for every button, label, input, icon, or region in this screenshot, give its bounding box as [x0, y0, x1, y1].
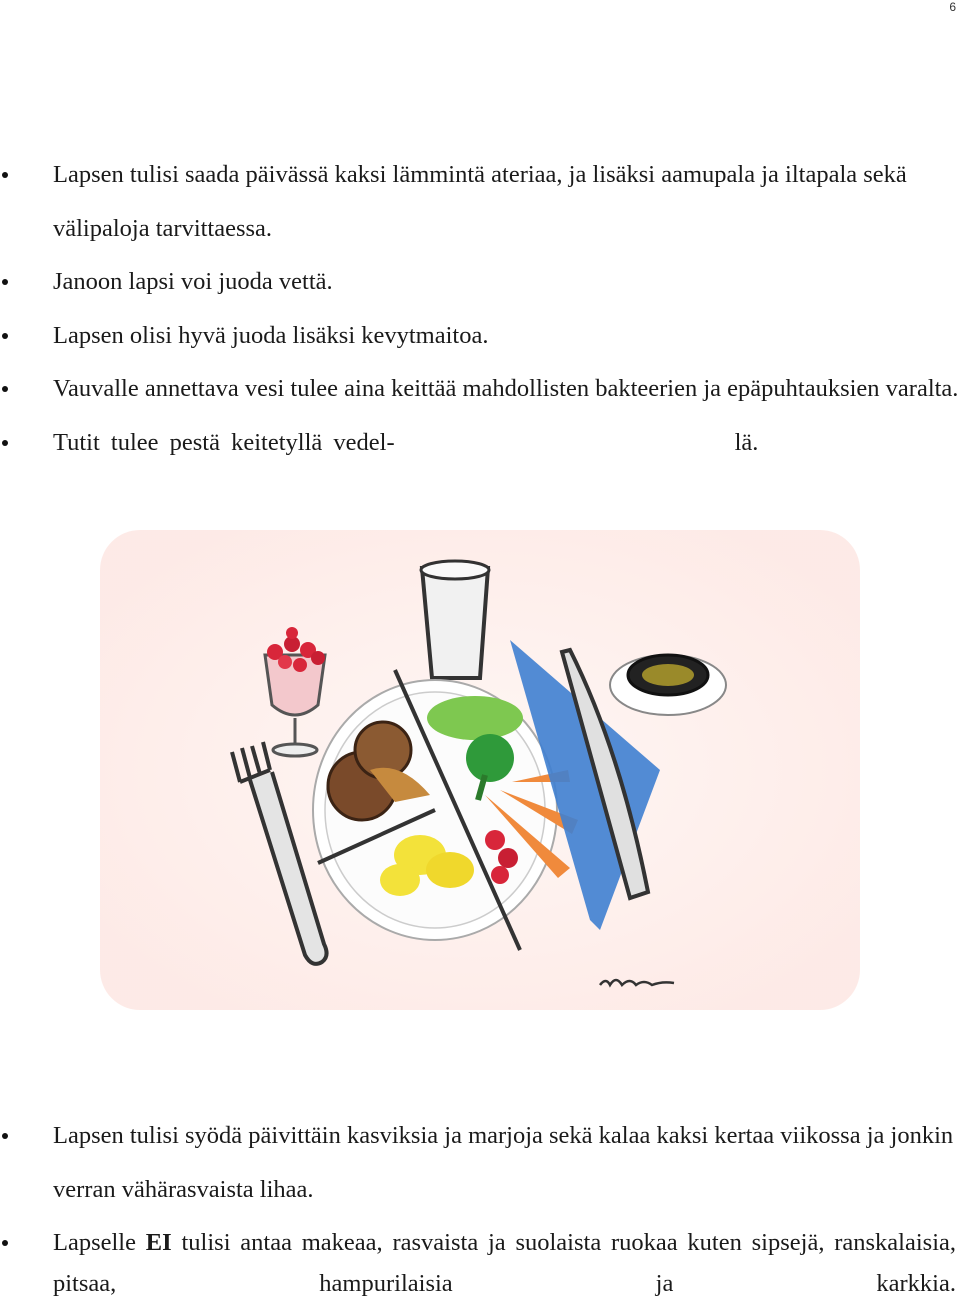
tutit-text-end: lä. — [734, 428, 759, 456]
healthy-plate-illustration — [100, 520, 860, 1020]
side-plate-pie-icon — [610, 655, 726, 715]
avoid-emphasis: EI — [145, 1229, 172, 1256]
list-item: Vauvalle annettava vesi tulee aina keittää mahdollisten bakteerien ja epäpuhtauksien varalta. — [0, 362, 960, 416]
nutrition-tips-list — [0, 148, 960, 469]
list-item: Lapsen olisi hyvä juoda lisäksi kevytmaitoa. — [0, 309, 960, 363]
nutrition-advice-list — [0, 1109, 960, 1304]
list-item: Janoon lapsi voi juoda vettä. — [0, 255, 960, 309]
avoid-text-rest: tulisi antaa makeaa, rasvaista ja suolaista ruokaa kuten sipsejä, ranskalaisia, pitsaa, hampurilaisia ja karkkia. — [53, 1229, 957, 1297]
list-item-avoid-foods — [0, 1216, 960, 1304]
milk-glass-icon — [421, 561, 489, 678]
avoid-text-start: Lapselle — [53, 1229, 136, 1256]
tutit-text-start: Tutit tulee pestä keitetyllä vedel- — [53, 428, 395, 456]
list-item-tutit — [0, 416, 960, 470]
list-item: Lapsen tulisi syödä päivittäin kasviksia ja marjoja sekä kalaa kaksi kertaa viikossa ja jonkin verran vähärasvaista lihaa. — [0, 1109, 960, 1216]
list-item: Lapsen tulisi saada päivässä kaksi lämmintä ateriaa, ja lisäksi aamupala ja iltapala sekä välipaloja tarvittaessa. — [0, 148, 960, 255]
page-number: 6 — [949, 0, 956, 14]
